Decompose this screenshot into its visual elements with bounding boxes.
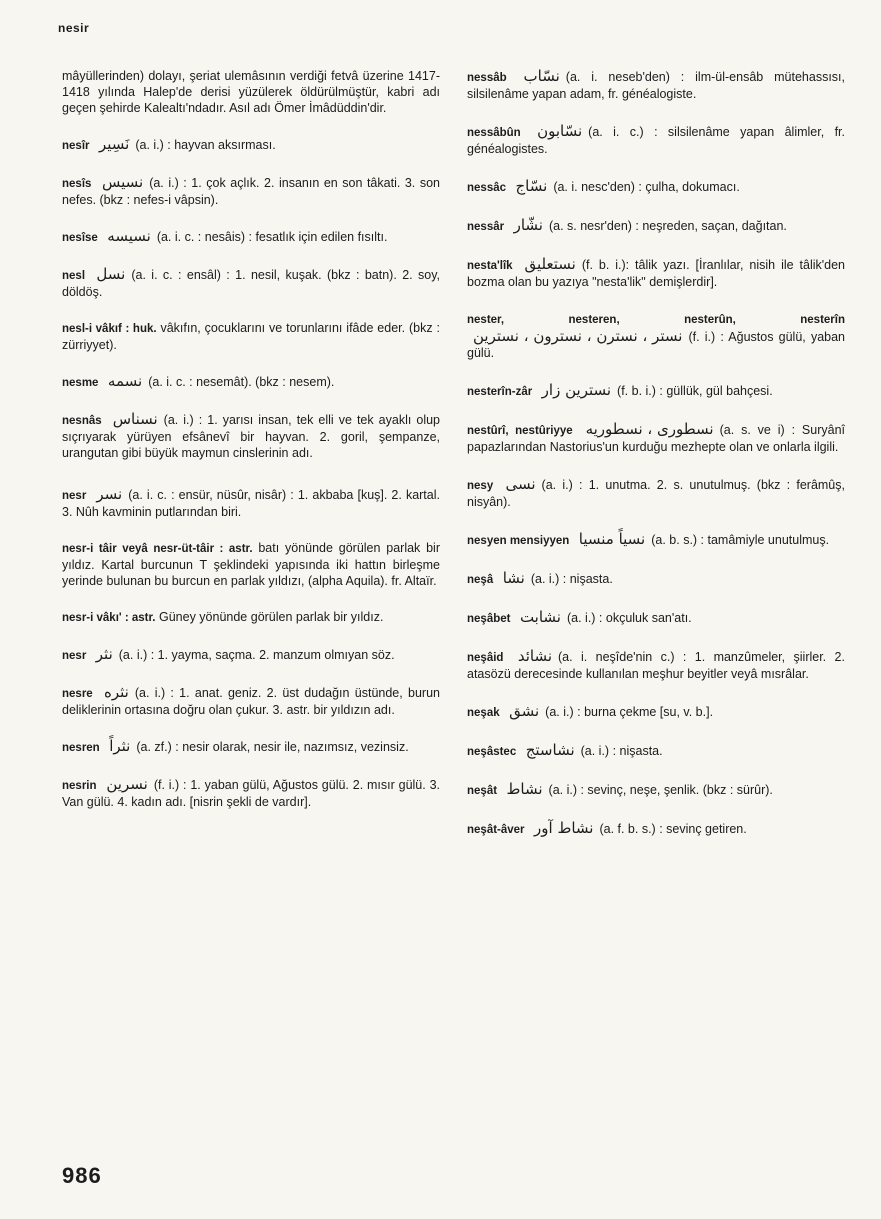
entry-arabic-script: نشابت — [519, 608, 561, 626]
entry-definition: (a. s. nesr'den) : neşreden, saçan, dağıtan. — [548, 219, 787, 233]
entry-headword: neşâ — [467, 574, 494, 586]
entry-arabic-script: نسرين — [106, 775, 148, 793]
entry-definition: (a. i. c. : nesâis) : fesatlık için edilen fısıltı. — [156, 230, 388, 244]
dictionary-entry — [467, 476, 845, 510]
entry-headword: nesr — [62, 650, 87, 662]
dictionary-entry — [467, 123, 845, 157]
entry-headword: nessâbûn — [467, 127, 521, 139]
entry-definition: (a. i. neseb'den) : ilm-ül-ensâb mütehassısı, silsilenâme yapan adam, fr. généalogiste. — [467, 70, 845, 101]
dictionary-entry — [62, 411, 440, 461]
dictionary-entry — [467, 382, 845, 400]
entry-arabic-script: نسّاب — [523, 67, 560, 85]
dictionary-entry — [62, 373, 440, 391]
entry-headword: nesr-i tâir veyâ nesr-üt-tâir : astr. — [62, 543, 253, 555]
left-column — [62, 68, 440, 810]
entry-arabic-script: نستر ، نسترن ، نسترون ، نسترين — [473, 327, 683, 345]
dictionary-entry — [467, 217, 845, 235]
entry-arabic-script: نسّابون — [537, 122, 583, 140]
entry-headword: neşâstec — [467, 746, 517, 758]
entry-headword: nesr — [62, 490, 87, 502]
entry-headword: neşât — [467, 785, 498, 797]
entry-headword: nesîs — [62, 178, 92, 190]
entry-definition: (f. i.) : 1. yaban gülü, Ağustos gülü. 2. mısır gülü. 3. Van gülü. 4. kadın adı. [nisrin şekli de vardır]. — [62, 778, 441, 809]
dictionary-entry — [62, 136, 440, 154]
dictionary-entry — [62, 174, 440, 208]
entry-headword: nesme — [62, 377, 99, 389]
entry-headword: neşâbet — [467, 613, 511, 625]
dictionary-entry — [467, 256, 845, 290]
dictionary-entry — [467, 648, 845, 682]
entry-definition: (a. i.) : okçuluk san'atı. — [566, 611, 692, 625]
entry-definition: (a. i. neşîde'nin c.) : 1. manzûmeler, şiirler. 2. atasözü derecesinde kullanılan meşhur beyitler veyâ mısrâlar. — [467, 650, 845, 681]
dictionary-entry — [62, 486, 440, 520]
entry-arabic-script: نشاط آور — [534, 819, 594, 837]
entry-definition: (a. i.) : sevinç, neşe, şenlik. (bkz : sürûr). — [548, 783, 773, 797]
entry-headword: nesl-i vâkıf : huk. — [62, 323, 157, 335]
entry-definition: (a. b. s.) : tamâmiyle unutulmuş. — [651, 533, 830, 547]
dictionary-entry — [467, 570, 845, 588]
entry-arabic-script: نَسِير — [98, 135, 130, 153]
dictionary-entry — [62, 776, 440, 810]
entry-headword: neşâid — [467, 652, 504, 664]
entry-headword: nessâc — [467, 182, 507, 194]
entry-definition: (a. i.) : 1. unutma. 2. s. unutulmuş. (bkz : ferâmûş, nisyân). — [467, 478, 845, 509]
entry-arabic-script: نستعليق — [524, 255, 576, 273]
entry-definition: (a. s. ve i) : Suryânî papazlarından Nastorius'un kurduğu mezhepte olan ve onlarla ilgili. — [467, 423, 845, 454]
entry-arabic-script: نشا — [502, 569, 525, 587]
entry-definition: (a. f. b. s.) : sevinç getiren. — [599, 822, 747, 836]
entry-definition: batı yönünde görülen parlak bir yıldız. Kartal burcunun T şeklindeki yapısında iki hattın birleşme yerinde bulunan bu burcun en parlak yıldızı, (alpha Aquila). fr. Altaïr. — [62, 541, 440, 588]
entry-headword: neşât-âver — [467, 824, 525, 836]
entry-headword: nesnâs — [62, 415, 102, 427]
entry-arabic-script: نشق — [509, 702, 540, 720]
dictionary-entry — [62, 320, 440, 353]
entry-definition: vâkıfın, çocuklarını ve torunlarını ifâde eder. (bkz : zürriyyet). — [62, 321, 440, 352]
entry-headword: nesr-i vâkı' : astr. — [62, 612, 156, 624]
entry-definition: (a. i.) : 1. çok açlık. 2. insanın en son tâkati. 3. son nefes. (bkz : nefes-i vâpsin). — [62, 176, 440, 207]
entry-headword: nesrin — [62, 780, 97, 792]
entry-definition: (f. b. i.): tâlik yazı. [İranlılar, nisih ile tâlik'den bozma olan bu yazıya "nesta'lik" demişlerdir]. — [467, 258, 845, 289]
entry-arabic-script: نسترين زار — [541, 381, 612, 399]
right-column — [467, 68, 845, 838]
entry-arabic-script: نسل — [96, 265, 126, 283]
dictionary-entry — [467, 703, 845, 721]
entry-headword: nesre — [62, 688, 93, 700]
entry-arabic-script: نشاط — [506, 780, 543, 798]
entry-arabic-script: نسناس — [112, 410, 158, 428]
entry-headword: nesterîn-zâr — [467, 386, 533, 398]
dictionary-entry — [62, 540, 440, 589]
entry-headword: nesy — [467, 480, 494, 492]
entry-definition: (f. b. i.) : güllük, gül bahçesi. — [617, 384, 773, 398]
dictionary-entry — [467, 609, 845, 627]
entry-definition: (a. i.) : 1. yarısı insan, tek elli ve tek ayaklı olup sıçrıyarak yürüyen efsânevî bir hayvan. 2. goril, şempanze, urangutan gibi büyük maymun cinslerinin adı. — [62, 413, 440, 460]
entry-arabic-script: نسمه — [107, 372, 143, 390]
entry-definition: (a. i. nesc'den) : çulha, dokumacı. — [553, 180, 740, 194]
dictionary-entry — [62, 738, 440, 756]
dictionary-entry — [62, 609, 440, 626]
dictionary-entry — [467, 820, 845, 838]
entry-arabic-script: نسّاج — [515, 177, 548, 195]
entry-definition: Güney yönünde görülen parlak bir yıldız. — [159, 610, 384, 624]
entry-headword: nesîse — [62, 232, 98, 244]
entry-definition: mâyüllerinden) dolayı, şeriat ulemâsının verdiği fetvâ üzerine 1417-1418 yılında Halep'de derisi yüzülerek öldürülmüştür, kabri adı geçen şehirde Kalealtı'ndadır. Asıl adı Ömer İmâdüddin'dir. — [62, 69, 440, 115]
dictionary-entry — [467, 68, 845, 102]
entry-arabic-script: نشاستج — [525, 741, 575, 759]
entry-headword: nesl — [62, 270, 86, 282]
dictionary-entry — [467, 311, 845, 361]
entry-headword: nessâr — [467, 221, 505, 233]
entry-headword: neşak — [467, 707, 500, 719]
entry-arabic-script: نسياً منسيا — [578, 530, 646, 548]
entry-definition: (a. i.) : 1. anat. geniz. 2. üst dudağın üstünde, burun deliklerinin ortasına doğru olan çukur. 3. astr. bir yıldızın adı. — [62, 686, 440, 717]
entry-definition: (a. i.) : burna çekme [su, v. b.]. — [545, 705, 714, 719]
entry-arabic-script: نسى — [505, 475, 536, 493]
dictionary-entry — [62, 228, 440, 246]
entry-arabic-script: نسيسه — [107, 227, 151, 245]
dictionary-entry — [467, 781, 845, 799]
entry-definition: (a. i. c. : ensâl) : 1. nesil, kuşak. (bkz : batn). 2. soy, döldöş. — [62, 268, 440, 299]
entry-arabic-script: نشائد — [517, 647, 553, 665]
entry-definition: (a. i. c.) : silsilenâme yapan âlimler, fr. généalogistes. — [467, 125, 846, 156]
entry-arabic-script: نسطورى ، نسطوريه — [585, 420, 714, 438]
entry-definition: (a. i.) : nişasta. — [580, 744, 663, 758]
entry-headword: nesyen mensiyyen — [467, 535, 570, 547]
page-number: 986 — [62, 1163, 102, 1188]
dictionary-entry — [62, 684, 440, 718]
entry-headword: nestûrî, nestûriyye — [467, 425, 573, 437]
entry-definition: (a. i.) : 1. yayma, saçma. 2. manzum olmıyan söz. — [118, 648, 395, 662]
dictionary-entry — [467, 178, 845, 196]
entry-headword: nester, nesteren, nesterûn, nesterîn — [467, 314, 845, 326]
dictionary-entry — [467, 531, 845, 549]
entry-arabic-script: نسر — [96, 485, 123, 503]
dictionary-entry — [62, 646, 440, 664]
entry-definition: (a. i. c. : nesemât). (bkz : nesem). — [148, 375, 335, 389]
entry-arabic-script: نسيس — [101, 173, 144, 191]
entry-definition: (a. i. c. : ensür, nüsûr, nisâr) : 1. akbaba [kuş]. 2. kartal. 3. Nûh kavminin putlarından biri. — [62, 488, 440, 519]
entry-definition: (a. i.) : hayvan aksırması. — [135, 138, 276, 152]
entry-arabic-script: نشّار — [513, 216, 543, 234]
dictionary-entry — [62, 68, 440, 116]
entry-arabic-script: نثره — [103, 683, 129, 701]
entry-headword: nesîr — [62, 140, 90, 152]
entry-headword: nessâb — [467, 72, 507, 84]
entry-arabic-script: نثر — [95, 645, 113, 663]
entry-definition: (a. zf.) : nesir olarak, nesir ile, nazımsız, vezinsiz. — [136, 740, 409, 754]
dictionary-entry — [62, 266, 440, 300]
dictionary-entry — [467, 421, 845, 455]
dictionary-entry — [467, 742, 845, 760]
entry-headword: nesren — [62, 742, 100, 754]
entry-arabic-script: نثراً — [109, 737, 131, 755]
running-head: nesir — [58, 21, 90, 35]
entry-definition: (f. i.) : Ağustos gülü, yaban gülü. — [467, 330, 845, 360]
entry-headword: nesta'lîk — [467, 260, 513, 272]
entry-definition: (a. i.) : nişasta. — [530, 572, 613, 586]
